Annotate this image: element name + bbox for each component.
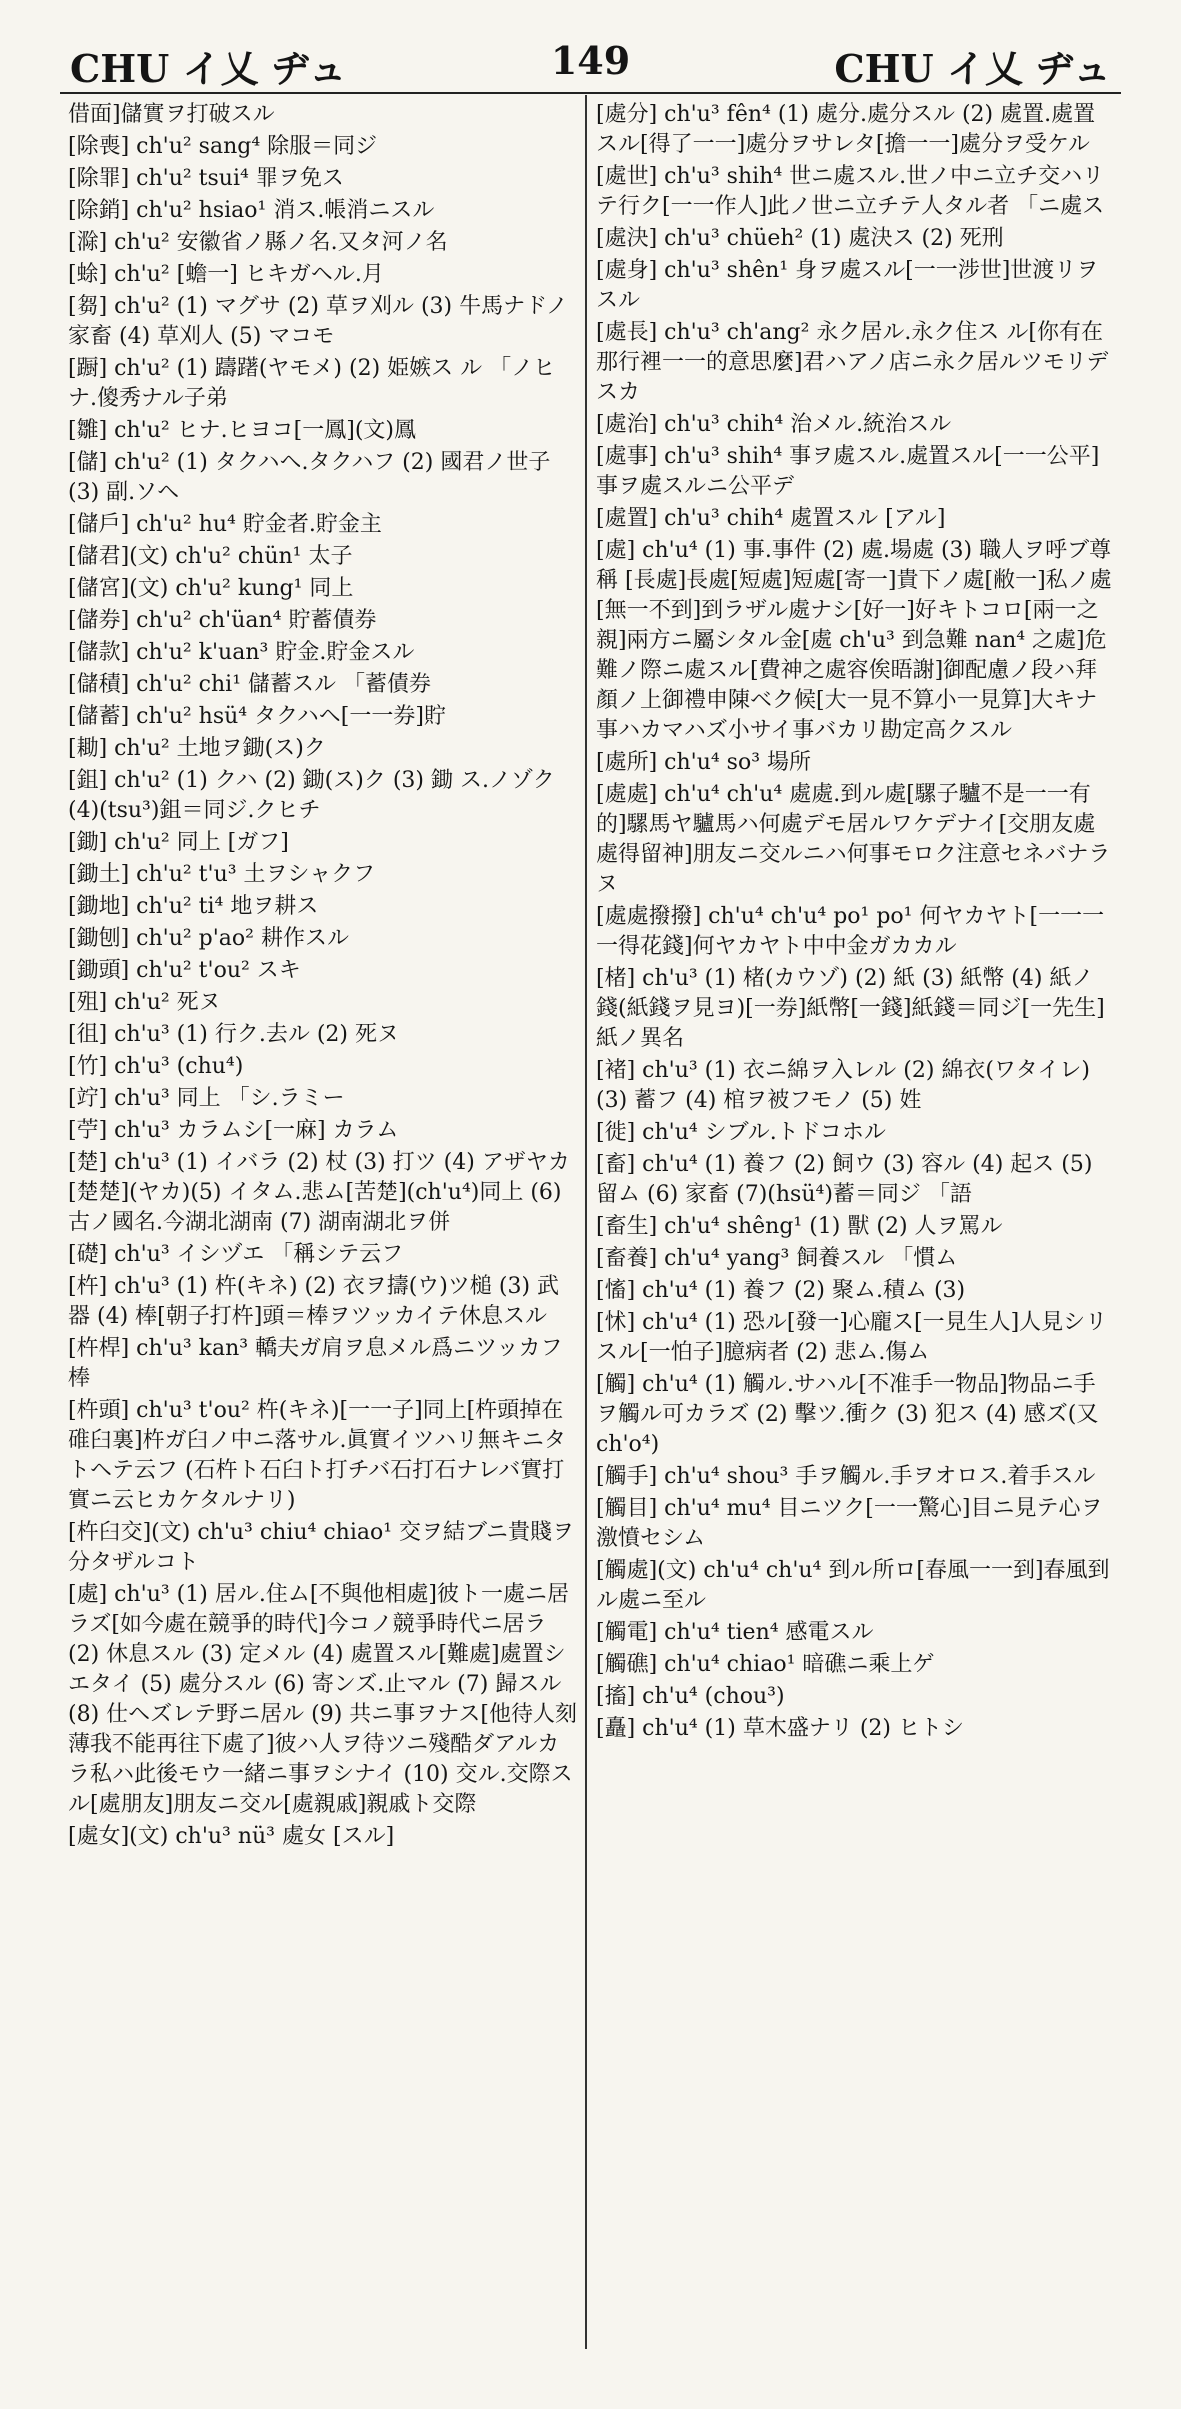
dictionary-entry: [畜養] ch'u⁴ yang³ 飼養スル 「慣ム <box>596 1246 958 1271</box>
header-right-guide: CHU イ乂 ヂュ <box>834 46 1111 91</box>
page-header <box>60 28 1121 92</box>
dictionary-entry: [處分] ch'u³ fên⁴ (1) 處分.處分スル (2) 處置.處置スル[得了一一]處分ヲサレタ[擔一一]處分ヲ受ケル <box>596 102 1096 157</box>
dictionary-entry: [杵桿] ch'u³ kan³ 轎夫ガ肩ヲ息メル爲ニツッカフ棒 <box>68 1336 563 1391</box>
right-column <box>596 100 1114 2339</box>
dictionary-entry: [鋤土] ch'u² t'u³ 土ヲシャクフ <box>68 862 376 887</box>
dictionary-entry: [處] ch'u³ (1) 居ル.住ム[不與他相處]彼ト一處ニ居ラズ[如今處在競爭的時代]今コノ競爭時代ニ居ラ (2) 休息スル (3) 定メル (4) 處置スル[難處]處置シエタイ (5) 處分スル (6) 寄ンズ.止マル (7) 歸スル (8) 仕ヘズレテ野ニ居ル (9) 共ニ事ヲナス[他待人刻薄我不能再往下處了]彼ハ人ヲ待ツニ殘酷ダアルカラ私ハ此後モウ一緒ニ事ヲシナイ (10) 交ル.交際スル[處朋友]朋友ニ交ル[處親戚]親戚ト交際 <box>68 1582 578 1817</box>
dictionary-entry: [處所] ch'u⁴ so³ 場所 <box>596 750 812 775</box>
dictionary-entry: [觸] ch'u⁴ (1) 觸ル.サハル[不准手一物品]物品ニ手ヲ觸ル可カラズ (2) 擊ツ.衝ク (3) 犯ス (4) 感ズ(又ch'o⁴) <box>596 1372 1099 1457</box>
dictionary-entry: [耡] ch'u² 土地ヲ鋤(ス)ク <box>68 736 326 761</box>
dictionary-entry: [鋤] ch'u² 同上 [ガフ] <box>68 830 289 855</box>
dictionary-entry: [觸手] ch'u⁴ shou³ 手ヲ觸ル.手ヲオロス.着手スル <box>596 1464 1096 1489</box>
dictionary-entry: [矗] ch'u⁴ (1) 草木盛ナリ (2) ヒトシ <box>596 1716 964 1741</box>
dictionary-entry: [儲君](文) ch'u² chün¹ 太子 <box>68 544 353 569</box>
dictionary-entry: [鋤地] ch'u² ti⁴ 地ヲ耕ス <box>68 894 319 919</box>
dictionary-entry: [鋤刨] ch'u² p'ao² 耕作スル <box>68 926 349 951</box>
dictionary-entry: [鉏] ch'u² (1) クハ (2) 鋤(ス)ク (3) 鋤 ス.ノゾク (4)(tsu³)鉏＝同ジ.クヒチ <box>68 768 555 823</box>
dictionary-entry: [竹] ch'u³ (chu⁴) <box>68 1054 244 1079</box>
dictionary-entry: [怵] ch'u⁴ (1) 恐ル[發一]心龐ス[一見生人]人見シリスル[一怕子]臆病者 (2) 悲ム.傷ム <box>596 1310 1108 1365</box>
dictionary-entry: [除罪] ch'u² tsui⁴ 罪ヲ免ス <box>68 166 344 191</box>
dictionary-entry: [畜生] ch'u⁴ shêng¹ (1) 獸 (2) 人ヲ罵ル <box>596 1214 1003 1239</box>
dictionary-entry: [蜍] ch'u² [蟾一] ヒキガヘル.月 <box>68 262 384 287</box>
dictionary-entry: [儲宮](文) ch'u² kung¹ 同上 <box>68 576 354 601</box>
dictionary-entry: [杵臼交](文) ch'u³ chiu⁴ chiao¹ 交ヲ結ブニ貴賤ヲ分タザルコト <box>68 1520 574 1575</box>
header-rule <box>60 92 1121 94</box>
dictionary-entry: [慉] ch'u⁴ (1) 養フ (2) 聚ム.積ム (3) <box>596 1278 966 1303</box>
dictionary-entry: [徙] ch'u⁴ シブル.トドコホル <box>596 1120 886 1145</box>
dictionary-entry: [徂] ch'u³ (1) 行ク.去ル (2) 死ヌ <box>68 1022 399 1047</box>
dictionary-entry: [楚] ch'u³ (1) イバラ (2) 杖 (3) 打ツ (4) アザヤカ[楚楚](ヤカ)(5) イタム.悲ム[苦楚](ch'u⁴)同上 (6) 古ノ國名.今湖北湖南 (7) 湖南湖北ヲ併 <box>68 1150 570 1235</box>
dictionary-entry: [蹰] ch'u² (1) 躊躇(ヤモメ) (2) 姫嫉ス ル 「ノヒナ.傻秀ナル子弟 <box>68 356 556 411</box>
dictionary-entry: [處世] ch'u³ shih⁴ 世ニ處スル.世ノ中ニ立チ交ハリテ行ク[一一作人]此ノ世ニ立チテ人タル者 「ニ處ス <box>596 164 1105 219</box>
dictionary-entry: [處決] ch'u³ chüeh² (1) 處決ス (2) 死刑 <box>596 226 1004 251</box>
dictionary-entry: [處處撥撥] ch'u⁴ ch'u⁴ po¹ po¹ 何ヤカヤト[一一一一得花錢]何ヤカヤト中中金ガカカル <box>596 904 1105 959</box>
dictionary-entry: [觸礁] ch'u⁴ chiao¹ 暗礁ニ乘上ゲ <box>596 1652 935 1677</box>
dictionary-entry: [鋤頭] ch'u² t'ou² スキ <box>68 958 301 983</box>
dictionary-entry: [殂] ch'u² 死ヌ <box>68 990 221 1015</box>
column-divider <box>585 95 587 2349</box>
dictionary-entry: [儲戶] ch'u² hu⁴ 貯金者.貯金主 <box>68 512 382 537</box>
dictionary-entry: [滁] ch'u² 安徽省ノ縣ノ名.又タ河ノ名 <box>68 230 448 255</box>
dictionary-entry: [觸目] ch'u⁴ mu⁴ 目ニツク[一一驚心]目ニ見テ心ヲ激憤セシム <box>596 1496 1103 1551</box>
dictionary-entry: 借面]儲實ヲ打破スル <box>68 102 275 127</box>
dictionary-entry: [處處] ch'u⁴ ch'u⁴ 處處.到ル處[騾子驢不是一一有的]騾馬ヤ驢馬ハ何處デモ居ルワケデナイ[交朋友處處得留神]朋友ニ交ルニハ何事モロク注意セネバナラヌ <box>596 782 1111 897</box>
dictionary-entry: [觸處](文) ch'u⁴ ch'u⁴ 到ル所ロ[春風一一到]春風到ル處ニ至ル <box>596 1558 1110 1613</box>
dictionary-entry: [苧] ch'u³ カラムシ[一麻] カラム <box>68 1118 399 1143</box>
dictionary-entry: [儲蓄] ch'u² hsü⁴ タクハヘ[一一券]貯 <box>68 704 446 729</box>
dictionary-entry: [楮] ch'u³ (1) 楮(カウゾ) (2) 紙 (3) 紙幣 (4) 紙ノ錢(紙錢ヲ見ヨ)[一券]紙幣[一錢]紙錢＝同ジ[一先生]紙ノ異名 <box>596 966 1105 1051</box>
dictionary-entry: [雛] ch'u² ヒナ.ヒヨコ[一鳳](文)鳳 <box>68 418 417 443</box>
header-left-guide: CHU イ乂 ヂュ <box>70 46 347 91</box>
dictionary-entry: [儲券] ch'u² ch'üan⁴ 貯蓄債券 <box>68 608 377 633</box>
dictionary-entry: [杵] ch'u³ (1) 杵(キネ) (2) 衣ヲ擣(ウ)ツ槌 (3) 武器 (4) 棒[朝子打杵]頭＝棒ヲツッカイテ休息スル <box>68 1274 560 1329</box>
dictionary-entry: [儲] ch'u² (1) タクハヘ.タクハフ (2) 國君ノ世子 (3) 副.ソヘ <box>68 450 551 505</box>
dictionary-entry: [儲積] ch'u² chi¹ 儲蓄スル 「蓄債券 <box>68 672 432 697</box>
dictionary-entry: [除銷] ch'u² hsiao¹ 消ス.帳消ニスル <box>68 198 435 223</box>
dictionary-entry: [儲款] ch'u² k'uan³ 貯金.貯金スル <box>68 640 415 665</box>
dictionary-entry: [處長] ch'u³ ch'ang² 永ク居ル.永ク住ス ル[你有在那行裡一一的意思麼]君ハアノ店ニ永ク居ルツモリデスカ <box>596 320 1109 405</box>
dictionary-entry: [杵頭] ch'u³ t'ou² 杵(キネ)[一一子]同上[杵頭掉在碓臼裏]杵ガ臼ノ中ニ落サル.眞實イツハリ無キニタトヘテ云フ (石杵ト石臼ト打チバ石打石ナレバ實打實ニ云ヒカケタルナリ) <box>68 1398 567 1513</box>
dictionary-entry: [褚] ch'u³ (1) 衣ニ綿ヲ入レル (2) 綿衣(ワタイレ) (3) 蓄フ (4) 棺ヲ被フモノ (5) 姓 <box>596 1058 1090 1113</box>
dictionary-entry: [礎] ch'u³ イシヅエ 「稱シテ云フ <box>68 1242 404 1267</box>
dictionary-entry: [處女](文) ch'u³ nü³ 處女 [スル] <box>68 1824 395 1849</box>
dictionary-entry: [處治] ch'u³ chih⁴ 治メル.統治スル <box>596 412 952 437</box>
dictionary-entry: [畜] ch'u⁴ (1) 養フ (2) 飼ウ (3) 容ル (4) 起ス (5) 留ム (6) 家畜 (7)(hsü⁴)蓄＝同ジ 「語 <box>596 1152 1093 1207</box>
dictionary-entry: [處置] ch'u³ chih⁴ 處置スル [アル] <box>596 506 946 531</box>
dictionary-entry: [搐] ch'u⁴ (chou³) <box>596 1684 785 1709</box>
dictionary-entry: [處] ch'u⁴ (1) 事.事件 (2) 處.場處 (3) 職人ヲ呼ブ尊稱 [長處]長處[短處]短處[寄一]貴下ノ處[敝一]私ノ處[無一不到]到ラザル處ナシ[好一]好キトコロ[兩一之親]兩方ニ屬シタル金[處 ch'u³ 到急難 nan⁴ 之處]危難ノ際ニ處スル[費神之處容俟晤謝]御配慮ノ段ハ拜顏ノ上御禮申陳ベク候[大一見不算小一見算]大キナ事ハカマハズ小サイ事バカリ勘定高クスル <box>596 538 1112 743</box>
page-number: 149 <box>550 38 631 83</box>
dictionary-entry: [處事] ch'u³ shih⁴ 事ヲ處スル.處置スル[一一公平]事ヲ處スルニ公平デ <box>596 444 1100 499</box>
dictionary-entry: [觸電] ch'u⁴ tien⁴ 感電スル <box>596 1620 874 1645</box>
dictionary-entry: [處身] ch'u³ shên¹ 身ヲ處スル[一一涉世]世渡リヲスル <box>596 258 1099 313</box>
left-column <box>68 100 580 2339</box>
dictionary-entry: [除喪] ch'u² sang⁴ 除服＝同ジ <box>68 134 378 159</box>
dictionary-entry: [竚] ch'u³ 同上 「シ.ラミー <box>68 1086 345 1111</box>
dictionary-entry: [芻] ch'u² (1) マグサ (2) 草ヲ刈ル (3) 牛馬ナドノ家畜 (4) 草刈人 (5) マコモ <box>68 294 568 349</box>
